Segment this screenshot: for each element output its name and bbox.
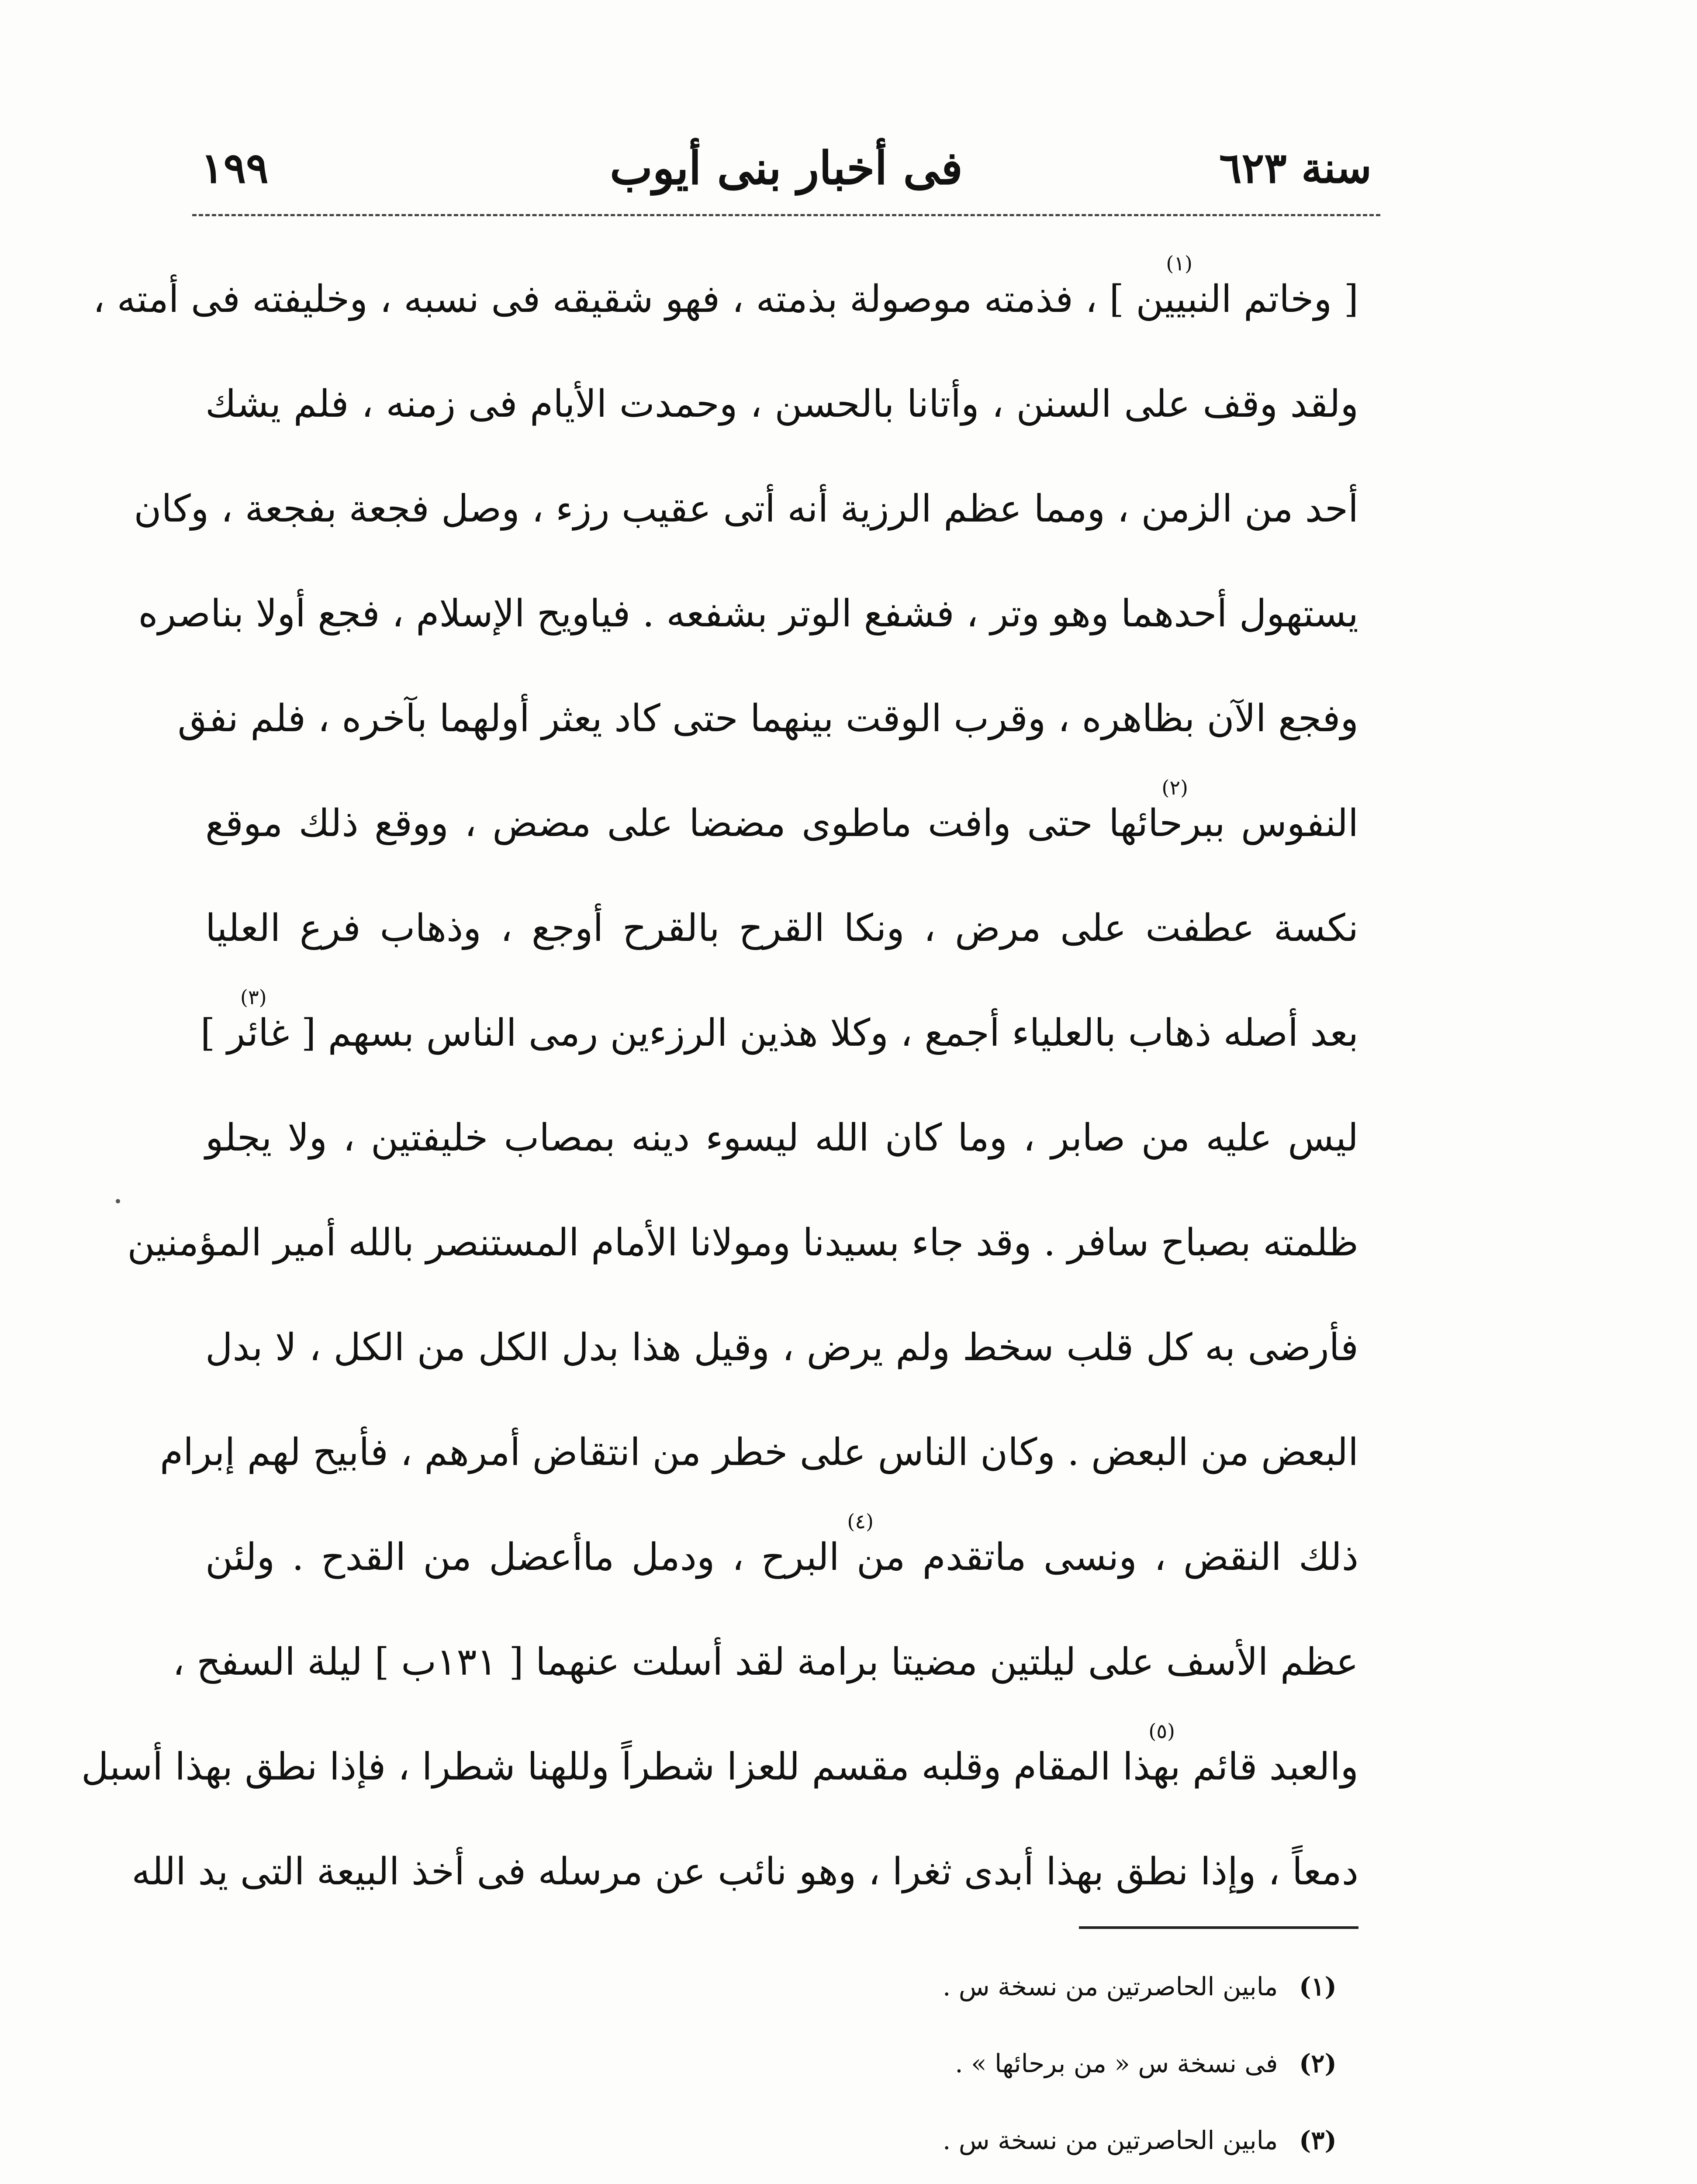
line-text: وفجع الآن بظاهره ، وقرب الوقت بينهما حتى كاد يعثر أولهما بآخره ، فلم نفق bbox=[177, 697, 1358, 740]
footnote-marker: (٣) bbox=[240, 985, 267, 1009]
text-line bbox=[127, 1188, 1358, 1293]
footnote-divider bbox=[1079, 1926, 1358, 1929]
header-divider bbox=[192, 214, 1380, 216]
line-text: ظلمته بصباح سافر . وقد جاء بسيدنا ومولانا الأمام المستنصر بالله أمير المؤمنين bbox=[127, 1221, 1358, 1265]
line-text: والعبد قائم بهذا المقام وقلبه مقسم للعزا شطراً وللهنا شطرا ، فإذا نطق بهذا أسبل bbox=[81, 1745, 1358, 1789]
text-line bbox=[205, 874, 1358, 978]
header-title: فى أخبار بنى أيوب bbox=[610, 141, 963, 195]
header-year: سنة ٦٢٣ bbox=[1219, 143, 1372, 193]
footnote-text: مابين الحاصرتين من نسخة س . bbox=[942, 2125, 1278, 2155]
footnote-marker: (٥) bbox=[1148, 1719, 1175, 1743]
text-line bbox=[138, 559, 1358, 664]
footnote bbox=[655, 1948, 1337, 2025]
text-line bbox=[205, 1083, 1358, 1188]
text-line bbox=[200, 978, 1358, 1083]
line-text: يستهول أحدهما وهو وتر ، فشفع الوتر بشفعه . فياويح الإسلام ، فجع أولا بناصره bbox=[138, 592, 1358, 636]
text-line bbox=[205, 769, 1358, 874]
text-line bbox=[93, 245, 1358, 349]
line-text: النفوس ببرحائها حتى وافت ماطوى مضضا على مضض ، ووقع ذلك موقع bbox=[205, 802, 1358, 845]
line-text: [ وخاتم النبيين ] ، فذمته موصولة بذمته ، فهو شقيقه فى نسبه ، وخليفته فى أمته ، bbox=[93, 277, 1358, 321]
line-text: ولقد وقف على السنن ، وأتانا بالحسن ، وحمدت الأيام فى زمنه ، فلم يشك bbox=[205, 382, 1358, 426]
text-line bbox=[205, 1293, 1358, 1398]
footnotes bbox=[655, 1948, 1337, 2184]
footnote-number: (١) bbox=[1299, 1972, 1337, 2001]
main-text bbox=[81, 245, 1358, 1922]
line-text: عظم الأسف على ليلتين مضيتا برامة لقد أسلت عنهما [ ١٣١ب ] ليلة السفح ، bbox=[172, 1640, 1358, 1684]
line-text: أحد من الزمن ، ومما عظم الرزية أنه أتى عقيب رزء ، وصل فجعة بفجعة ، وكان bbox=[134, 487, 1358, 531]
line-text: ذلك النقض ، ونسى ماتقدم من البرح ، ودمل ماأعضل من القدح . ولئن bbox=[205, 1535, 1358, 1579]
text-line bbox=[159, 1398, 1358, 1503]
footnote-number: (٢) bbox=[1299, 2049, 1337, 2078]
line-text: دمعاً ، وإذا نطق بهذا أبدى ثغرا ، وهو نائب عن مرسله فى أخذ البيعة التى يد الله bbox=[131, 1850, 1358, 1894]
footnote bbox=[655, 2102, 1337, 2179]
line-text: البعض من البعض . وكان الناس على خطر من انتقاض أمرهم ، فأبيح لهم إبرام bbox=[159, 1431, 1358, 1474]
paper-speck bbox=[116, 1199, 120, 1203]
footnote-text: مابين الحاصرتين من نسخة س . bbox=[942, 1972, 1278, 2001]
running-header bbox=[201, 131, 1372, 205]
text-line bbox=[134, 454, 1358, 559]
line-text: نكسة عطفت على مرض ، ونكا القرح بالقرح أوجع ، وذهاب فرع العليا bbox=[205, 906, 1358, 950]
text-line bbox=[177, 664, 1358, 769]
line-text: بعد أصله ذهاب بالعلياء أجمع ، وكلا هذين الرزءين رمى الناس بسهم [ غائر ] bbox=[200, 1011, 1358, 1055]
line-text: ليس عليه من صابر ، وما كان الله ليسوء دينه بمصاب خليفتين ، ولا يجلو bbox=[205, 1116, 1358, 1160]
text-line bbox=[205, 1503, 1358, 1607]
text-line bbox=[81, 1712, 1358, 1817]
footnote bbox=[655, 2179, 1337, 2184]
footnote-marker: (١) bbox=[1166, 252, 1192, 275]
footnote-number: (٣) bbox=[1299, 2125, 1337, 2155]
line-text: فأرضى به كل قلب سخط ولم يرض ، وقيل هذا بدل الكل من الكل ، لا بدل bbox=[205, 1326, 1358, 1369]
text-line bbox=[172, 1607, 1358, 1712]
text-line bbox=[205, 349, 1358, 454]
footnote-marker: (٢) bbox=[1161, 776, 1188, 799]
page-number: ١٩٩ bbox=[201, 143, 269, 193]
footnote-marker: (٤) bbox=[847, 1510, 874, 1533]
text-line bbox=[131, 1817, 1358, 1922]
footnote bbox=[655, 2025, 1337, 2102]
footnote-text: فى نسخة س « من برحائها » . bbox=[955, 2049, 1278, 2078]
